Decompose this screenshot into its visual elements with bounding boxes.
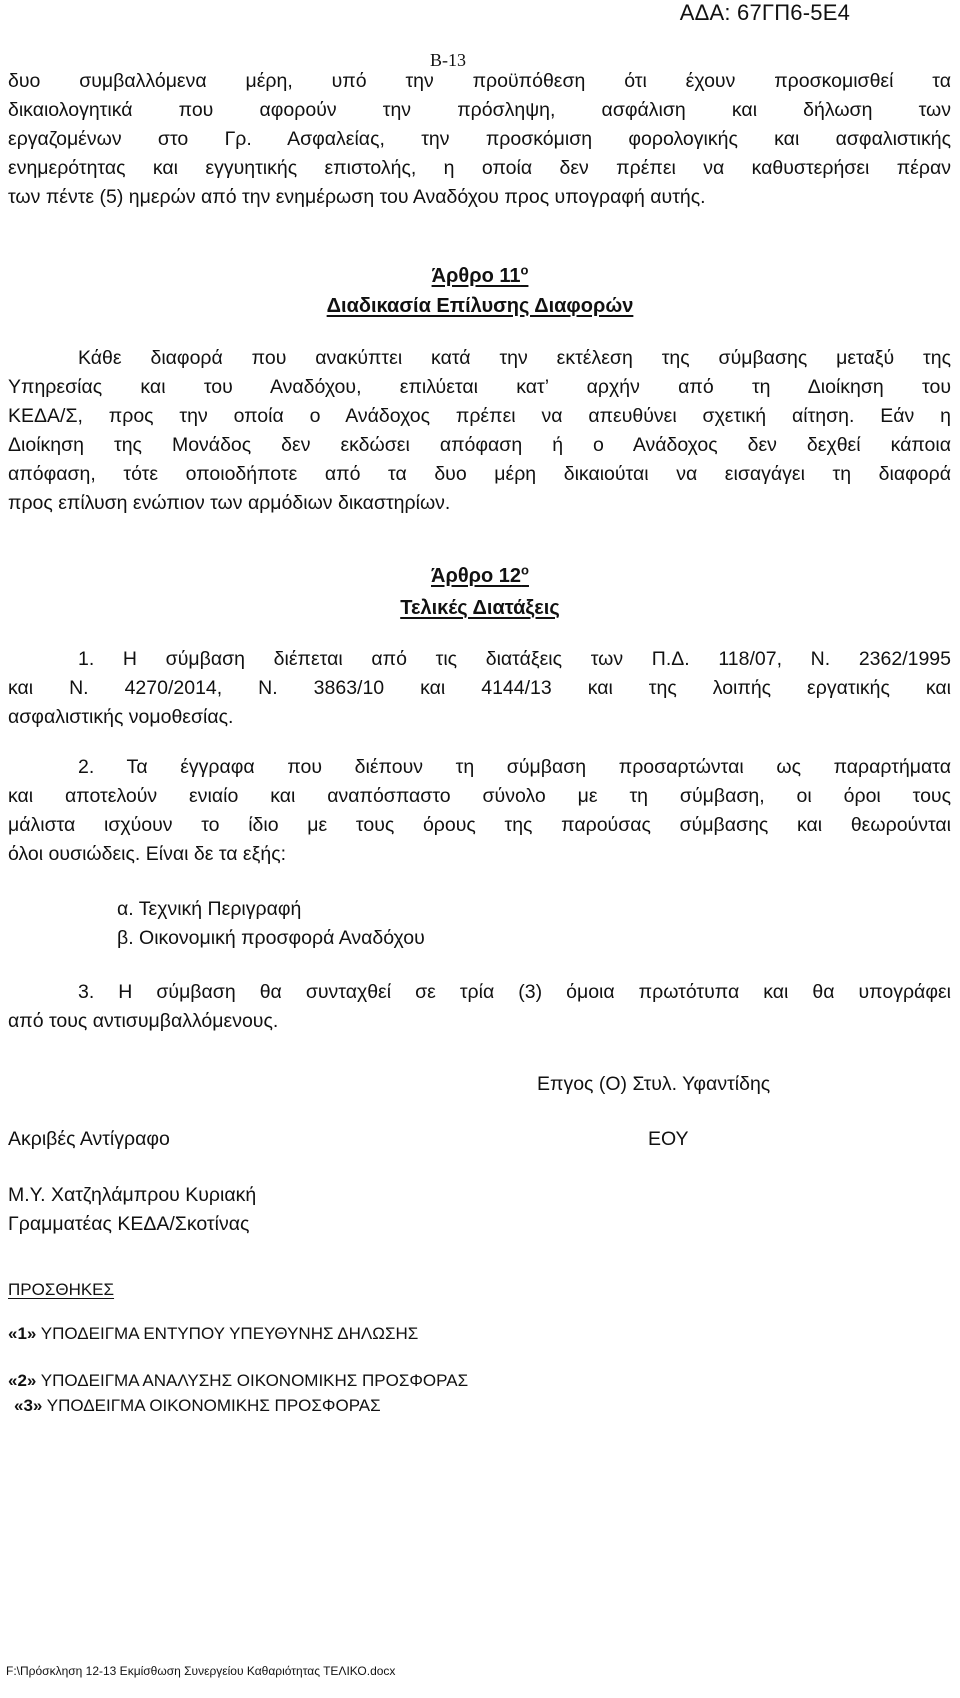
appendix-item: «3» ΥΠΟΔΕΙΓΜΑ ΟΙΚΟΝΟΜΙΚΗΣ ΠΡΟΣΦΟΡΑΣ	[14, 1396, 381, 1415]
list-item: α. Τεχνική Περιγραφή	[117, 898, 302, 920]
text-line: από τους αντισυμβαλλόμενους.	[8, 1010, 279, 1032]
article-12-title: Άρθρο $12^o$	[431, 562, 529, 587]
text-line: ΚΕΔΑ/Σ, προς την οποία ο Ανάδοχος πρέπει να απευθύνει σχετική αίτηση. Εάν η	[8, 405, 951, 427]
appendix-item: «2» ΥΠΟΔΕΙΓΜΑ ΑΝΑΛΥΣΗΣ ΟΙΚΟΝΟΜΙΚΗΣ ΠΡΟΣΦΟΡΑΣ	[8, 1371, 469, 1390]
text-line: ασφαλιστικής νομοθεσίας.	[8, 706, 234, 728]
appendix-item: «1» ΥΠΟΔΕΙΓΜΑ ΕΝΤΥΠΟΥ ΥΠΕΥΘΥΝΗΣ ΔΗΛΩΣΗΣ	[8, 1324, 419, 1343]
text-line: μάλιστα ισχύουν το ίδιο με τους όρους της παρούσας σύμβασης και θεωρούνται	[8, 814, 951, 836]
article-11-title: Άρθρο $11^o$	[431, 262, 529, 287]
ada-code: ΑΔΑ: 67ΓΠ6-5Ε4	[679, 0, 850, 25]
text-line: και αποτελούν ενιαίο και αναπόσπαστο σύνολο με τη σύμβαση, οι όροι τους	[8, 785, 951, 807]
signatory-name: Επγος (Ο) Στυλ. Υφαντίδης	[537, 1073, 771, 1095]
article-12-subtitle: Τελικές Διατάξεις	[400, 597, 560, 619]
text-line: προς επίλυση ενώπιον των αρμόδιων δικαστηρίων.	[8, 492, 451, 514]
text-line: Κάθε διαφορά που ανακύπτει κατά την εκτέλεση της σύμβασης μεταξύ της	[78, 347, 951, 369]
secretary-name: Μ.Υ. Χατζηλάμπρου Κυριακή	[8, 1184, 257, 1206]
text-line: όλοι ουσιώδεις. Είναι δε τα εξής:	[8, 843, 287, 865]
text-line: 1. Η σύμβαση διέπεται από τις διατάξεις των Π.Δ. 118/07, Ν. 2362/1995	[78, 648, 951, 670]
appendices-title: ΠΡΟΣΘΗΚΕΣ	[8, 1280, 115, 1299]
text-line: ενημερότητας και εγγυητικής επιστολής, η οποία δεν πρέπει να καθυστερήσει πέραν	[8, 157, 951, 179]
text-line: 2. Τα έγγραφα που διέπουν τη σύμβαση προσαρτώνται ως παραρτήματα	[78, 756, 951, 778]
secretary-role: Γραμματέας ΚΕΔΑ/Σκοτίνας	[8, 1213, 250, 1235]
text-line: 3. Η σύμβαση θα συνταχθεί σε τρία (3) όμοια πρωτότυπα και θα υπογράφει	[78, 981, 951, 1003]
signatory-org: ΕΟΥ	[648, 1128, 689, 1150]
certified-copy-label: Ακριβές Αντίγραφο	[8, 1128, 170, 1150]
list-item: β. Οικονομική προσφορά Αναδόχου	[117, 927, 425, 949]
text-line: Υπηρεσίας και του Αναδόχου, επιλύεται κατ’ αρχήν από τη Διοίκηση του	[8, 376, 951, 398]
text-line: Διοίκηση της Μονάδος δεν εκδώσει απόφαση ή ο Ανάδοχος δεν δεχθεί κάποια	[8, 434, 951, 456]
text-line: εργαζομένων στο Γρ. Ασφαλείας, την προσκόμιση φορολογικής και ασφαλιστικής	[8, 128, 951, 150]
text-line: δυο συμβαλλόμενα μέρη, υπό την προϋπόθεση ότι έχουν προσκομισθεί τα	[8, 70, 951, 92]
article-11-subtitle: Διαδικασία Επίλυσης Διαφορών	[326, 295, 634, 317]
text-line: δικαιολογητικά που αφορούν την πρόσληψη, ασφάλιση και δήλωση των	[8, 99, 951, 121]
text-line: και Ν. 4270/2014, Ν. 3863/10 και 4144/13 και της λοιπής εργατικής και	[8, 677, 951, 699]
page-number: Β-13	[430, 50, 466, 70]
text-line: των πέντε (5) ημερών από την ενημέρωση του Αναδόχου προς υπογραφή αυτής.	[8, 186, 706, 208]
text-line: απόφαση, τότε οποιοδήποτε από τα δυο μέρη δικαιούται να εισαγάγει τη διαφορά	[8, 463, 951, 485]
file-path-footer: F:\Πρόσκληση 12-13 Εκμίσθωση Συνεργείου Καθαριότητας ΤΕΛΙΚΟ.docx	[6, 1664, 396, 1678]
